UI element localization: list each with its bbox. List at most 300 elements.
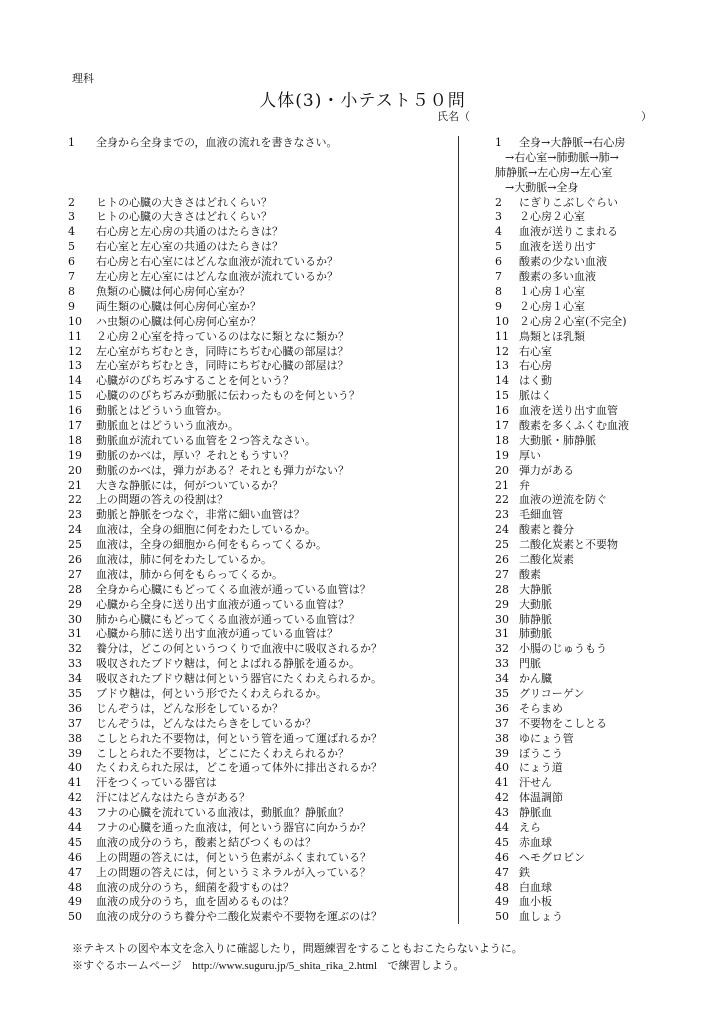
answer-item bbox=[495, 419, 665, 434]
question-number: 15 bbox=[68, 389, 82, 403]
question-text: 心臓ののびちぢみが動脈に伝わったものを何という？ bbox=[96, 389, 360, 403]
question-text: 血液の成分のうち，細菌を殺すものは？ bbox=[96, 880, 294, 894]
question-item bbox=[68, 419, 453, 434]
answer-item bbox=[495, 449, 665, 464]
question-text: 右心房と右心室にはどんな血液が流れているか？ bbox=[96, 255, 338, 269]
question-number: 8 bbox=[68, 284, 75, 298]
answer-number: 9 bbox=[495, 299, 502, 313]
answer-number: 45 bbox=[495, 835, 509, 849]
name-label: 氏名（ bbox=[437, 110, 470, 123]
answer-item bbox=[495, 568, 665, 583]
answers-column bbox=[495, 136, 665, 925]
question-text: 吸収されたブドウ糖は何という器官にたくわえられるか。 bbox=[96, 672, 382, 686]
question-number: 14 bbox=[68, 374, 82, 388]
answer-number: 11 bbox=[495, 329, 509, 343]
answer-number: 6 bbox=[495, 255, 502, 269]
answer-number: 48 bbox=[495, 880, 509, 894]
answer-text: にぎりこぶしぐらい bbox=[519, 195, 618, 209]
answer-item bbox=[495, 270, 665, 285]
answer-text: 汗せん bbox=[519, 776, 552, 790]
question-item bbox=[68, 493, 453, 508]
question-number: 35 bbox=[68, 686, 82, 700]
answer-item bbox=[495, 434, 665, 449]
answer-text: 右心室 bbox=[519, 344, 552, 358]
questions-column bbox=[68, 136, 453, 925]
question-item bbox=[68, 210, 453, 225]
answer-item bbox=[495, 479, 665, 494]
answer-text: 体温調節 bbox=[519, 791, 563, 805]
question-text: じんぞうは，どんなはたらきをしているか？ bbox=[96, 716, 316, 730]
answer-item bbox=[495, 330, 665, 345]
answer-text: 右心房 bbox=[519, 359, 552, 373]
question-item bbox=[68, 806, 453, 821]
answer-item bbox=[495, 464, 665, 479]
answer-item bbox=[495, 806, 665, 821]
answer-item bbox=[495, 210, 665, 225]
question-number: 6 bbox=[68, 255, 75, 269]
answer-text: ２心房１心室 bbox=[519, 299, 585, 313]
answer-text-line: →大動脈→全身 bbox=[505, 180, 579, 194]
answer-item bbox=[495, 225, 665, 240]
answer-number: 5 bbox=[495, 240, 502, 254]
question-item bbox=[68, 330, 453, 345]
question-item bbox=[68, 702, 453, 717]
question-item bbox=[68, 538, 453, 553]
question-item bbox=[68, 791, 453, 806]
question-text: 動脈血とはどういう血液か。 bbox=[96, 418, 239, 432]
answer-number: 29 bbox=[495, 597, 509, 611]
answer-number: 21 bbox=[495, 478, 509, 492]
answer-item bbox=[495, 508, 665, 523]
question-number: 33 bbox=[68, 657, 82, 671]
question-item bbox=[68, 285, 453, 300]
name-field bbox=[437, 108, 652, 124]
answer-number: 35 bbox=[495, 686, 509, 700]
question-number: 21 bbox=[68, 478, 82, 492]
question-number: 41 bbox=[68, 776, 82, 790]
answer-text: えら bbox=[519, 821, 541, 834]
question-item bbox=[68, 851, 453, 866]
question-item bbox=[68, 464, 453, 479]
question-text: 汗にはどんなはたらきがある？ bbox=[96, 791, 250, 805]
answer-item bbox=[495, 881, 665, 896]
answer-number: 4 bbox=[495, 225, 502, 239]
answer-text: 酸素 bbox=[519, 567, 541, 581]
question-number: 18 bbox=[68, 433, 82, 447]
question-number: 36 bbox=[68, 701, 82, 715]
answer-number: 41 bbox=[495, 776, 509, 790]
question-item bbox=[68, 196, 453, 211]
answer-number: 47 bbox=[495, 865, 509, 879]
answer-item bbox=[495, 791, 665, 806]
question-number: 2 bbox=[68, 195, 75, 209]
answer-text: はく動 bbox=[519, 374, 552, 388]
answer-text: 大静脈 bbox=[519, 582, 552, 596]
question-number: 7 bbox=[68, 270, 75, 284]
footer-note-2 bbox=[72, 957, 523, 975]
answer-number: 28 bbox=[495, 582, 509, 596]
question-text: 魚類の心臓は何心房何心室か？ bbox=[96, 284, 250, 298]
question-item bbox=[68, 598, 453, 613]
answer-number: 14 bbox=[495, 374, 509, 388]
question-number: 43 bbox=[68, 806, 82, 820]
answer-text: 血液が送りこまれる bbox=[519, 225, 618, 239]
question-item bbox=[68, 642, 453, 657]
answer-item bbox=[495, 389, 665, 404]
question-item bbox=[68, 315, 453, 330]
answer-item bbox=[495, 196, 665, 211]
question-item bbox=[68, 836, 453, 851]
answer-number: 25 bbox=[495, 538, 509, 552]
answer-item bbox=[495, 732, 665, 747]
footer-note-suffix: で練習しよう。 bbox=[387, 959, 465, 972]
answer-number: 32 bbox=[495, 642, 509, 656]
answer-item bbox=[495, 717, 665, 732]
answer-text: 不要物をこしとる bbox=[519, 716, 607, 730]
answer-text: 血しょう bbox=[519, 910, 563, 924]
answer-number: 24 bbox=[495, 523, 509, 537]
question-item bbox=[68, 449, 453, 464]
question-text: こしとられた不要物は，どこにたくわえられるか？ bbox=[96, 746, 349, 760]
question-number: 34 bbox=[68, 672, 82, 686]
question-text: 右心房と左心房の共通のはたらきは？ bbox=[96, 225, 283, 239]
answer-text: 鳥類とほ乳類 bbox=[519, 329, 585, 343]
question-item bbox=[68, 389, 453, 404]
answer-text: ゆにょう管 bbox=[519, 731, 574, 745]
question-text: ヒトの心臓の大きさはどれくらい？ bbox=[96, 195, 272, 209]
answer-item bbox=[495, 761, 665, 776]
question-text: じんぞうは，どんな形をしているか？ bbox=[96, 701, 283, 715]
answer-number: 19 bbox=[495, 448, 509, 462]
question-item bbox=[68, 747, 453, 762]
footer-notes bbox=[72, 940, 523, 975]
answer-item bbox=[495, 493, 665, 508]
question-item bbox=[68, 225, 453, 240]
answer-number: 2 bbox=[495, 195, 502, 209]
answer-item bbox=[495, 910, 665, 925]
answer-text-line: →右心室→肺動脈→肺→ bbox=[505, 150, 619, 164]
question-text: 血液は，全身の細胞から何をもらってくるか。 bbox=[96, 538, 327, 552]
question-item bbox=[68, 568, 453, 583]
answer-text: 血小板 bbox=[519, 895, 552, 909]
answer-item bbox=[495, 836, 665, 851]
answer-number: 46 bbox=[495, 850, 509, 864]
question-item bbox=[68, 345, 453, 360]
question-number: 1 bbox=[68, 136, 75, 149]
answer-number: 39 bbox=[495, 746, 509, 760]
answer-number: 40 bbox=[495, 761, 509, 775]
question-item bbox=[68, 270, 453, 285]
question-text: 大きな静脈には，何がついているか？ bbox=[96, 478, 283, 492]
question-item bbox=[68, 613, 453, 628]
question-number: 40 bbox=[68, 761, 82, 775]
answer-text: 肺静脈 bbox=[519, 612, 552, 626]
question-number: 17 bbox=[68, 418, 82, 432]
answer-item bbox=[495, 285, 665, 300]
question-item bbox=[68, 821, 453, 836]
question-text: フナの心臓を通った血液は，何という器官に向かうか？ bbox=[96, 821, 371, 834]
answer-number: 27 bbox=[495, 567, 509, 581]
answer-text: 静脈血 bbox=[519, 806, 552, 820]
answer-text: 白血球 bbox=[519, 880, 552, 894]
question-number: 42 bbox=[68, 791, 82, 805]
answer-item bbox=[495, 702, 665, 717]
answer-item bbox=[495, 672, 665, 687]
answer-number: 12 bbox=[495, 344, 509, 358]
answer-number: 50 bbox=[495, 910, 509, 924]
question-number: 27 bbox=[68, 567, 82, 581]
question-number: 49 bbox=[68, 895, 82, 909]
answer-number: 22 bbox=[495, 493, 509, 507]
answer-text: 二酸化炭素と不要物 bbox=[519, 538, 618, 552]
question-text: 養分は，どこの何というつくりで血液中に吸収されるか？ bbox=[96, 642, 382, 656]
answer-number: 42 bbox=[495, 791, 509, 805]
question-number: 19 bbox=[68, 448, 82, 462]
question-number: 23 bbox=[68, 508, 82, 522]
question-number: 25 bbox=[68, 538, 82, 552]
answer-text: 血液の逆流を防ぐ bbox=[519, 493, 607, 507]
answer-text: ぼうこう bbox=[519, 746, 563, 760]
answer-text: 脈はく bbox=[519, 389, 552, 403]
question-text: 上の問題の答えには，何という色素がふくまれている？ bbox=[96, 850, 371, 864]
question-item bbox=[68, 717, 453, 732]
question-item bbox=[68, 583, 453, 598]
question-text: ブドウ糖は，何という形でたくわえられるか。 bbox=[96, 686, 327, 700]
question-text: 血液の成分のうち，血を固めるものは？ bbox=[96, 895, 294, 909]
answer-item bbox=[495, 523, 665, 538]
question-text: 上の問題の答えには，何というミネラルが入っている？ bbox=[96, 865, 371, 879]
answer-text: そらまめ bbox=[519, 701, 563, 715]
answer-number: 38 bbox=[495, 731, 509, 745]
question-text: 動脈のかべは，弾力がある？それとも弾力がない？ bbox=[96, 463, 349, 477]
answer-item bbox=[495, 598, 665, 613]
answer-text: 血液を送り出す bbox=[519, 240, 596, 254]
question-number: 47 bbox=[68, 865, 82, 879]
question-text: 左心房と左心室にはどんな血液が流れているか？ bbox=[96, 270, 338, 284]
answer-text-line: 肺静脈→左心房→左心室 bbox=[495, 165, 613, 179]
question-number: 20 bbox=[68, 463, 82, 477]
question-item bbox=[68, 776, 453, 791]
answer-text: 毛細血管 bbox=[519, 508, 563, 522]
answer-text: ヘモグロビン bbox=[519, 850, 585, 864]
question-number: 22 bbox=[68, 493, 82, 507]
question-text: たくわえられた尿は，どこを通って体外に排出されるか？ bbox=[96, 761, 382, 775]
answer-text: 酸素と養分 bbox=[519, 523, 574, 537]
answer-item bbox=[495, 613, 665, 628]
answer-text: 酸素の少ない血液 bbox=[519, 255, 607, 269]
answer-item bbox=[495, 374, 665, 389]
answer-item bbox=[495, 315, 665, 330]
question-text: 心臓から肺に送り出す血液が通っている血管は？ bbox=[96, 627, 338, 641]
answer-number: 37 bbox=[495, 716, 509, 730]
answer-text: 大動脈・肺静脈 bbox=[519, 433, 596, 447]
question-text: 全身から全身までの，血液の流れを書きなさい。 bbox=[96, 136, 338, 149]
question-text: ハ虫類の心臓は何心房何心室か？ bbox=[96, 314, 261, 328]
answer-text: 弁 bbox=[519, 478, 530, 492]
answer-text: ２心房２心室 bbox=[519, 210, 585, 224]
answer-item bbox=[495, 583, 665, 598]
answer-item bbox=[495, 747, 665, 762]
answer-text: 鉄 bbox=[519, 865, 530, 879]
answer-item bbox=[495, 359, 665, 374]
page-title: 人体(3)・小テスト５０問 bbox=[259, 91, 466, 111]
question-text: こしとられた不要物は，何という管を通って運ばれるか？ bbox=[96, 731, 382, 745]
answer-number: 34 bbox=[495, 672, 509, 686]
question-item bbox=[68, 359, 453, 374]
answer-number: 10 bbox=[495, 314, 509, 328]
question-number: 4 bbox=[68, 225, 75, 239]
answer-text: 大動脈 bbox=[519, 597, 552, 611]
question-text: 心臓から全身に送り出す血液が通っている血管は？ bbox=[96, 597, 349, 611]
answer-text: 二酸化炭素 bbox=[519, 552, 574, 566]
question-text: 肺から心臓にもどってくる血液が通っている血管は？ bbox=[96, 612, 360, 626]
answer-text: 弾力がある bbox=[519, 463, 574, 477]
answer-number: 43 bbox=[495, 806, 509, 820]
answer-number: 31 bbox=[495, 627, 509, 641]
question-number: 31 bbox=[68, 627, 82, 641]
name-close-paren: ） bbox=[641, 110, 652, 123]
question-text: 汗をつくっている器官は bbox=[96, 776, 217, 790]
question-number: 26 bbox=[68, 552, 82, 566]
question-item bbox=[68, 434, 453, 449]
question-number: 48 bbox=[68, 880, 82, 894]
answer-item bbox=[495, 642, 665, 657]
question-text: 左心室がちぢむとき，同時にちぢむ心臓の部屋は？ bbox=[96, 359, 349, 373]
footer-note-1: ※テキストの図や本文を念入りに確認したり，問題練習をすることもおこたらないように。 bbox=[72, 942, 523, 955]
answer-text: 酸素の多い血液 bbox=[519, 270, 596, 284]
question-item bbox=[68, 300, 453, 315]
answer-item bbox=[495, 895, 665, 910]
answer-text: 肺動脈 bbox=[519, 627, 552, 641]
question-text: 左心室がちぢむとき，同時にちぢむ心臓の部屋は？ bbox=[96, 344, 349, 358]
question-item bbox=[68, 895, 453, 910]
question-text: 動脈と静脈をつなぐ，非常に細い血管は？ bbox=[96, 508, 305, 522]
question-item bbox=[68, 479, 453, 494]
answer-item bbox=[495, 538, 665, 553]
question-text: 心臓がのびちぢみすることを何という？ bbox=[96, 374, 294, 388]
question-number: 39 bbox=[68, 746, 82, 760]
question-number: 3 bbox=[68, 210, 75, 224]
answer-text: 門脈 bbox=[519, 657, 541, 671]
question-text: 動脈血が流れている血管を２つ答えなさい。 bbox=[96, 433, 316, 447]
answer-text: １心房１心室 bbox=[519, 284, 585, 298]
question-item bbox=[68, 881, 453, 896]
answer-item bbox=[495, 300, 665, 315]
answer-text: グリコーゲン bbox=[519, 686, 585, 700]
answer-number: 20 bbox=[495, 463, 509, 477]
answer-number: 49 bbox=[495, 895, 509, 909]
question-text: 血液の成分のうち，酸素と結びつくものは？ bbox=[96, 835, 316, 849]
answer-text: 厚い bbox=[519, 448, 541, 462]
question-text: 動脈とはどういう血管か。 bbox=[96, 404, 228, 418]
answer-number: 3 bbox=[495, 210, 502, 224]
answer-number: 1 bbox=[495, 136, 502, 149]
question-item bbox=[68, 687, 453, 702]
question-number: 37 bbox=[68, 716, 82, 730]
question-text: 両生類の心臓は何心房何心室か？ bbox=[96, 299, 261, 313]
question-item bbox=[68, 732, 453, 747]
answer-number: 8 bbox=[495, 284, 502, 298]
answer-item bbox=[495, 866, 665, 881]
answer-item bbox=[495, 240, 665, 255]
question-item bbox=[68, 761, 453, 776]
answer-text: 血液を送り出す血管 bbox=[519, 404, 618, 418]
homepage-link[interactable]: http://www.suguru.jp/5_shita_rika_2.html bbox=[192, 960, 378, 972]
question-text: 吸収されたブドウ糖は，何とよばれる静脈を通るか。 bbox=[96, 657, 360, 671]
answer-number: 16 bbox=[495, 404, 509, 418]
question-text: ２心房２心室を持っているのはなに類となに類か？ bbox=[96, 329, 349, 343]
answer-text: かん臓 bbox=[519, 672, 552, 686]
question-number: 10 bbox=[68, 314, 82, 328]
answer-number: 13 bbox=[495, 359, 509, 373]
question-text: ヒトの心臓の大きさはどれくらい？ bbox=[96, 210, 272, 224]
question-number: 24 bbox=[68, 523, 82, 537]
question-item bbox=[68, 404, 453, 419]
question-text: 血液は，肺に何をわたしているか。 bbox=[96, 552, 272, 566]
subject-label: 理科 bbox=[72, 72, 94, 85]
question-text: 血液は，肺から何をもらってくるか。 bbox=[96, 567, 283, 581]
question-item bbox=[68, 508, 453, 523]
question-number: 5 bbox=[68, 240, 75, 254]
answer-item bbox=[495, 255, 665, 270]
answer-item bbox=[495, 657, 665, 672]
question-number: 30 bbox=[68, 612, 82, 626]
question-number: 38 bbox=[68, 731, 82, 745]
column-divider bbox=[458, 136, 459, 924]
question-text: フナの心臓を流れている血液は，動脈血？静脈血？ bbox=[96, 806, 349, 820]
question-number: 13 bbox=[68, 359, 82, 373]
answer-text: 酸素を多くふくむ血液 bbox=[519, 418, 629, 432]
answer-number: 7 bbox=[495, 270, 502, 284]
answer-number: 44 bbox=[495, 821, 509, 834]
question-number: 50 bbox=[68, 910, 82, 924]
answer-number: 23 bbox=[495, 508, 509, 522]
answer-number: 33 bbox=[495, 657, 509, 671]
answer-text-line: 全身→大静脈→右心房 bbox=[519, 136, 626, 149]
question-item bbox=[68, 374, 453, 389]
answer-item bbox=[495, 687, 665, 702]
question-number: 29 bbox=[68, 597, 82, 611]
answer-number: 30 bbox=[495, 612, 509, 626]
question-item bbox=[68, 866, 453, 881]
question-number: 32 bbox=[68, 642, 82, 656]
answer-text: 赤血球 bbox=[519, 835, 552, 849]
footer-note-prefix: ※すぐるホームページ bbox=[72, 959, 182, 972]
question-text: 右心室と左心室の共通のはたらきは？ bbox=[96, 240, 283, 254]
question-text: 血液の成分のうち養分や二酸化炭素や不要物を運ぶのは？ bbox=[96, 910, 382, 924]
answer-text: 小腸のじゅうもう bbox=[519, 642, 607, 656]
question-number: 28 bbox=[68, 582, 82, 596]
answer-item bbox=[495, 136, 665, 196]
question-number: 46 bbox=[68, 850, 82, 864]
question-number: 12 bbox=[68, 344, 82, 358]
answer-number: 36 bbox=[495, 701, 509, 715]
question-item bbox=[68, 240, 453, 255]
answer-text: ２心房２心室(不完全) bbox=[519, 314, 627, 328]
answer-item bbox=[495, 821, 665, 836]
question-item bbox=[68, 627, 453, 642]
answer-number: 18 bbox=[495, 433, 509, 447]
answer-number: 15 bbox=[495, 389, 509, 403]
question-number: 9 bbox=[68, 299, 75, 313]
answer-item bbox=[495, 627, 665, 642]
answer-item bbox=[495, 345, 665, 360]
answer-item bbox=[495, 553, 665, 568]
question-number: 44 bbox=[68, 821, 82, 834]
answer-text: にょう道 bbox=[519, 761, 563, 775]
answer-number: 26 bbox=[495, 552, 509, 566]
question-number: 45 bbox=[68, 835, 82, 849]
